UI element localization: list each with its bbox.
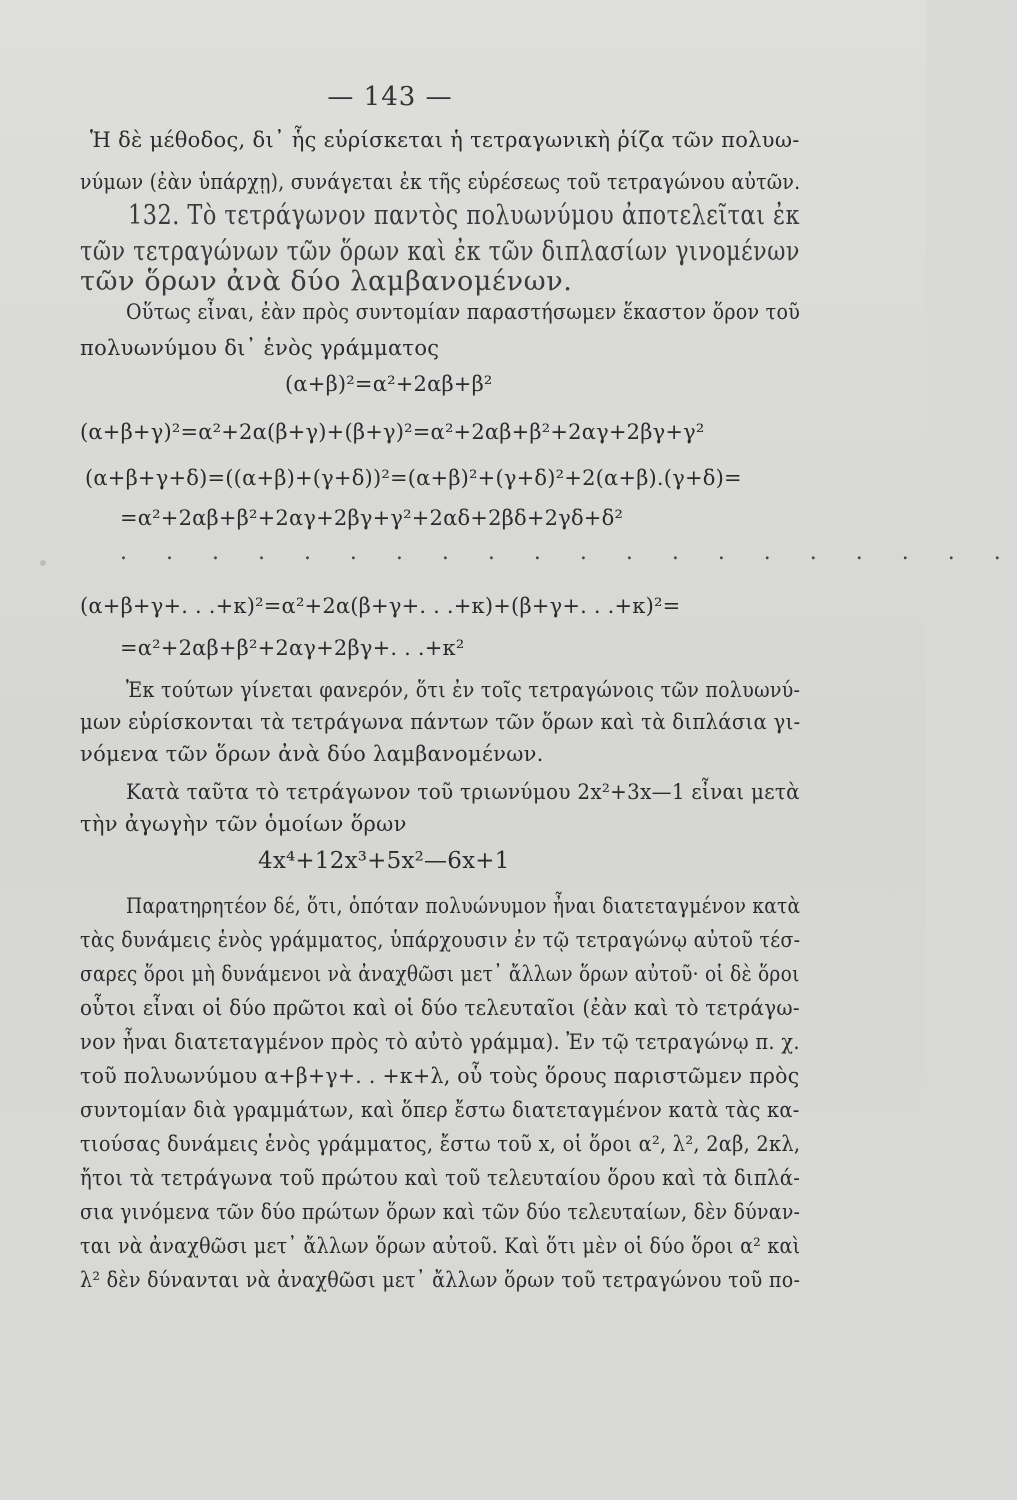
text-line: τοῦ πολυωνύμου α+β+γ+. . +κ+λ, οὗ τοὺς ὅρους παριστῶμεν πρὸς: [80, 1064, 800, 1088]
text-line: λ² δὲν δύνανται νὰ ἀναχθῶσι μετ᾽ ἄλλων ὅρων τοῦ τετραγώνου τοῦ πο-: [80, 1268, 801, 1292]
text-line: Παρατηρητέον δέ, ὅτι, ὁπόταν πολυώνυμον ἦναι διατεταγμένον κατὰ: [126, 894, 801, 918]
equation: (α+β+γ)²=α²+2α(β+γ)+(β+γ)²=α²+2αβ+β²+2αγ+2βγ+γ²: [80, 420, 705, 444]
text-line: 132. Τὸ τετράγωνον παντὸς πολυωνύμου ἀποτελεῖται ἐκ: [128, 200, 800, 231]
text-line: Ἐκ τούτων γίνεται φανερόν, ὅτι ἐν τοῖς τετραγώνοις τῶν πολυωνύ-: [126, 678, 801, 702]
text-line: οὗτοι εἶναι οἱ δύο πρῶτοι καὶ οἱ δύο τελευταῖοι (ἐὰν καὶ τὸ τετράγω-: [80, 996, 800, 1020]
ellipsis-row: . . . . . . . . . . . . . . . . . . . .: [120, 540, 1017, 565]
text-line: ἤτοι τὰ τετράγωνα τοῦ πρώτου καὶ τοῦ τελευταίου ὅρου καὶ τὰ διπλά-: [80, 1166, 801, 1190]
text-line: τὴν ἀγωγὴν τῶν ὁμοίων ὅρων: [80, 812, 407, 836]
text-line: νύμων (ἐὰν ὑπάρχῃ), συνάγεται ἐκ τῆς εὑρέσεως τοῦ τετραγώνου αὐτῶν.: [80, 170, 801, 194]
equation: (α+β+γ+δ)=((α+β)+(γ+δ))²=(α+β)²+(γ+δ)²+2(α+β).(γ+δ)=: [85, 466, 742, 490]
equation: (α+β+γ+. . .+κ)²=α²+2α(β+γ+. . .+κ)+(β+γ+. . .+κ)²=: [80, 594, 681, 618]
text-line: τὰς δυνάμεις ἑνὸς γράμματος, ὑπάρχουσιν ἐν τῷ τετραγώνῳ αὐτοῦ τέσ-: [80, 928, 801, 952]
equation-result: 4x⁴+12x³+5x²—6x+1: [258, 848, 510, 874]
margin-mark: [40, 560, 46, 566]
text-line: νον ἦναι διατεταγμένον πρὸς τὸ αὐτὸ γράμμα). Ἐν τῷ τετραγώνῳ π. χ.: [80, 1030, 800, 1054]
text-line: Κατὰ ταῦτα τὸ τετράγωνον τοῦ τριωνύμου 2x²+3x—1 εἶναι μετὰ: [126, 780, 800, 804]
text-line: μων εὑρίσκονται τὰ τετράγωνα πάντων τῶν ὅρων καὶ τὰ διπλάσια γι-: [80, 710, 801, 734]
text-line: πολυωνύμου δι᾽ ἑνὸς γράμματος: [80, 336, 440, 360]
text-line: τιούσας δυνάμεις ἑνὸς γράμματος, ἔστω τοῦ x, οἱ ὅροι α², λ², 2αβ, 2κλ,: [80, 1132, 801, 1156]
text-line: νόμενα τῶν ὅρων ἀνὰ δύο λαμβανομένων.: [80, 742, 544, 766]
text-line: Ἡ δὲ μέθοδος, δι᾽ ἧς εὑρίσκεται ἡ τετραγωνικὴ ῥίζα τῶν πολυω-: [90, 128, 800, 152]
text-line: ται νὰ ἀναχθῶσι μετ᾽ ἄλλων ὅρων αὐτοῦ. Καὶ ὅτι μὲν οἱ δύο ὅροι α² καὶ: [80, 1234, 801, 1258]
equation: (α+β)²=α²+2αβ+β²: [285, 372, 493, 396]
text-line: σαρες ὅροι μὴ δυνάμενοι νὰ ἀναχθῶσι μετ᾽ ἄλλων ὅρων αὐτοῦ· οἱ δὲ ὅροι: [80, 962, 800, 986]
text-line: τῶν ὅρων ἀνὰ δύο λαμβανομένων.: [80, 266, 573, 297]
equation: =α²+2αβ+β²+2αγ+2βγ+. . .+κ²: [120, 636, 465, 660]
text-line: τῶν τετραγώνων τῶν ὅρων καὶ ἐκ τῶν διπλασίων γινομένων: [80, 236, 800, 267]
equation: =α²+2αβ+β²+2αγ+2βγ+γ²+2αδ+2βδ+2γδ+δ²: [120, 506, 624, 530]
text-line: Οὕτως εἶναι, ἐὰν πρὸς συντομίαν παραστήσωμεν ἕκαστον ὅρον τοῦ: [126, 300, 801, 324]
text-line: συντομίαν διὰ γραμμάτων, καὶ ὅπερ ἔστω διατεταγμένον κατὰ τὰς κα-: [80, 1098, 800, 1122]
text-line: σια γινόμενα τῶν δύο πρώτων ὅρων καὶ τῶν δύο τελευταίων, δὲν δύναν-: [80, 1200, 801, 1224]
page-number: — 143 —: [327, 82, 453, 112]
